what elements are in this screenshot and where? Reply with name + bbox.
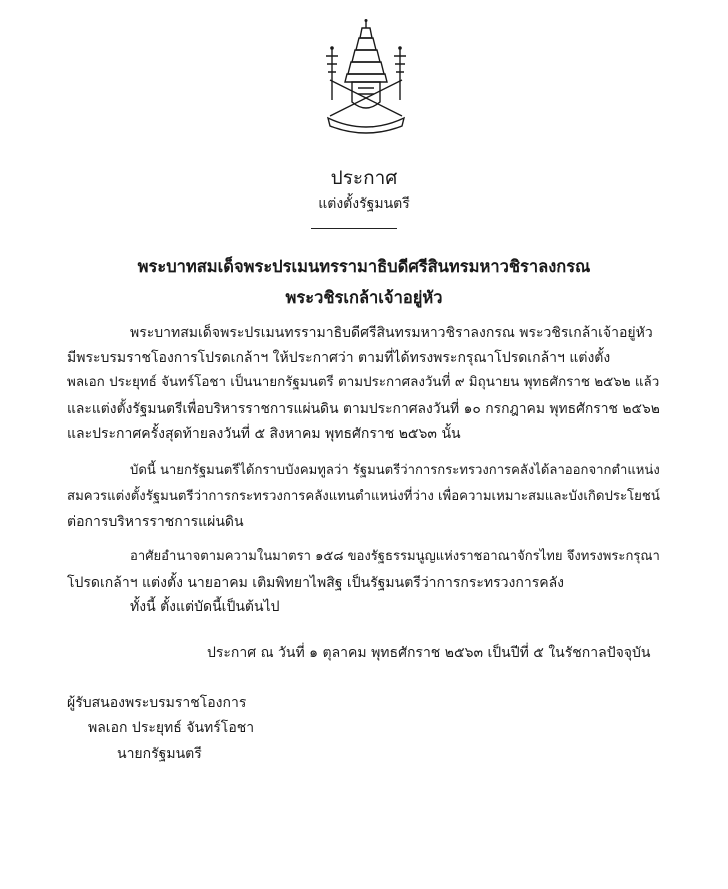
body-line: บัดนี้ นายกรัฐมนตรีได้กราบบังคมทูลว่า รัฐมนตรีว่าการกระทรวงการคลังได้ลาออกจากตำแหน่ง <box>130 463 660 478</box>
body-line: ทั้งนี้ ตั้งแต่บัดนี้เป็นต้นไป <box>130 599 280 615</box>
body-line: ต่อการบริหารราชการแผ่นดิน <box>67 514 244 530</box>
royal-emblem-icon <box>318 18 414 136</box>
body-line: มีพระบรมราชโองการโปรดเกล้าฯ ให้ประกาศว่า ตามที่ได้ทรงพระกรุณาโปรดเกล้าฯ แต่งตั้ง <box>67 350 611 366</box>
signer-position: นายกรัฐมนตรี <box>117 746 202 762</box>
king-title-line-2: พระวชิรเกล้าเจ้าอยู่หัว <box>285 288 443 307</box>
body-line: พระบาทสมเด็จพระปรเมนทรรามาธิบดีศรีสินทรมหาวชิราลงกรณ พระวชิรเกล้าเจ้าอยู่หัว <box>130 325 653 341</box>
countersign-label: ผู้รับสนองพระบรมราชโองการ <box>67 695 247 711</box>
body-line: อาศัยอำนาจตามความในมาตรา ๑๕๘ ของรัฐธรรมนูญแห่งราชอาณาจักรไทย จึงทรงพระกรุณา <box>130 549 660 564</box>
body-line: พลเอก ประยุทธ์ จันทร์โอชา เป็นนายกรัฐมนตรี ตามประกาศลงวันที่ ๙ มิถุนายน พุทธศักราช ๒๕๖๒ แล้ว <box>67 375 660 390</box>
dateline: ประกาศ ณ วันที่ ๑ ตุลาคม พุทธศักราช ๒๕๖๓ เป็นปีที่ ๕ ในรัชกาลปัจจุบัน <box>207 645 651 661</box>
body-line: โปรดเกล้าฯ แต่งตั้ง นายอาคม เติมพิทยาไพสิฐ เป็นรัฐมนตรีว่าการกระทรวงการคลัง <box>67 575 564 591</box>
body-line: และประกาศครั้งสุดท้ายลงวันที่ ๕ สิงหาคม พุทธศักราช ๒๕๖๓ นั้น <box>67 426 461 442</box>
body-line: สมควรแต่งตั้งรัฐมนตรีว่าการกระทรวงการคลังแทนตำแหน่งที่ว่าง เพื่อความเหมาะสมและบังเกิดประโยชน์ <box>67 489 660 504</box>
notice-subtitle: แต่งตั้งรัฐมนตรี <box>318 196 410 212</box>
body-line: และแต่งตั้งรัฐมนตรีเพื่อบริหารราชการแผ่นดิน ตามประกาศลงวันที่ ๑๐ กรกฎาคม พุทธศักราช ๒๕๖๒ <box>67 401 660 417</box>
signer-name: พลเอก ประยุทธ์ จันทร์โอชา <box>88 720 255 736</box>
king-title-line-1: พระบาทสมเด็จพระปรเมนทรรามาธิบดีศรีสินทรมหาวชิราลงกรณ <box>137 257 591 276</box>
notice-title: ประกาศ <box>330 167 398 189</box>
title-divider <box>311 228 397 229</box>
